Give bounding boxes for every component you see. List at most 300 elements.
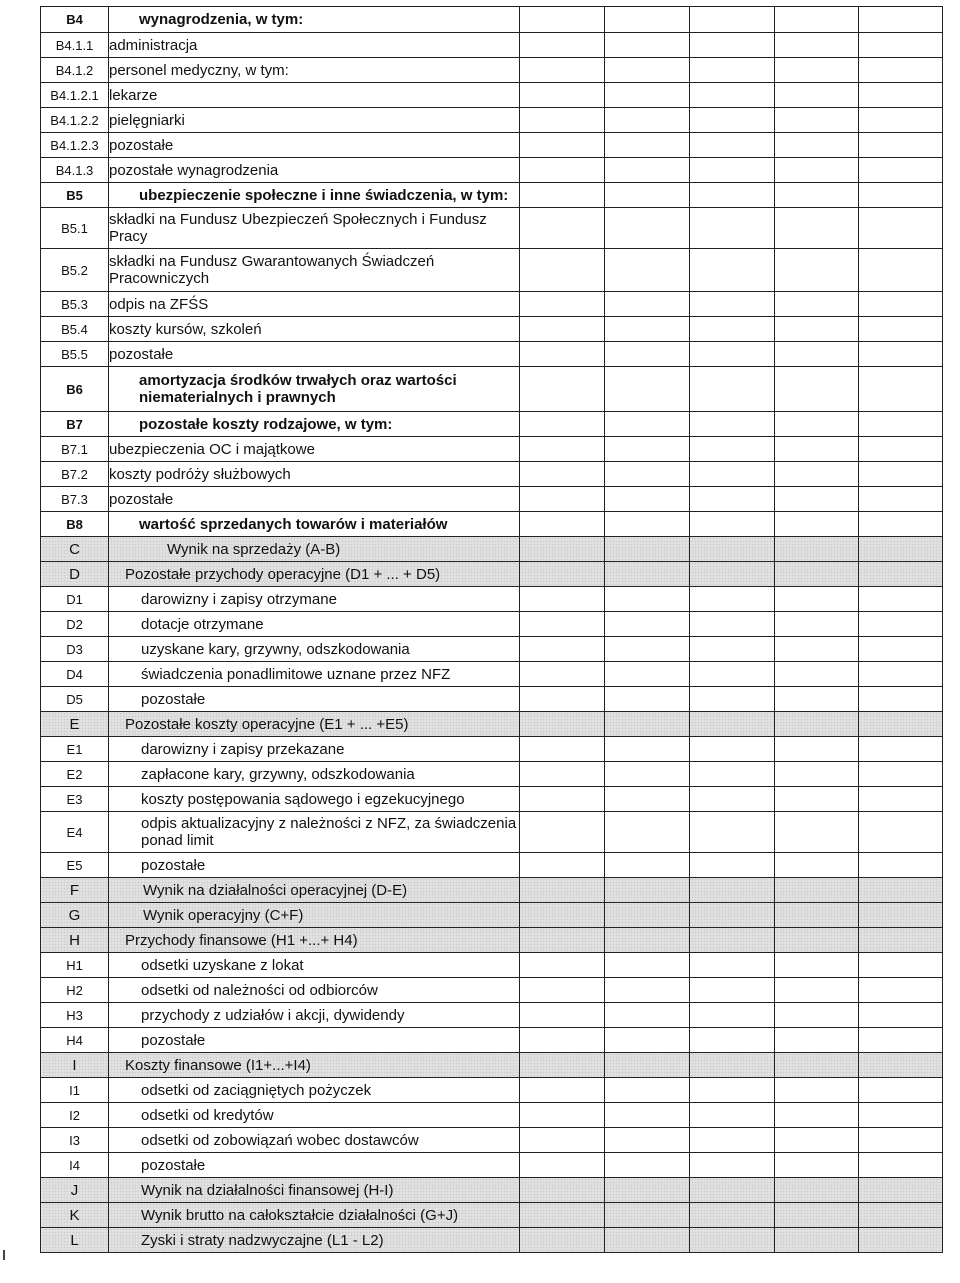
row-code: I4 (41, 1153, 109, 1178)
value-cell[interactable] (859, 662, 943, 687)
value-cell[interactable] (520, 953, 605, 978)
value-cell[interactable] (690, 133, 775, 158)
value-cell[interactable] (690, 1003, 775, 1028)
value-cell[interactable] (520, 878, 605, 903)
value-cell[interactable] (775, 292, 859, 317)
value-cell[interactable] (859, 437, 943, 462)
value-cell[interactable] (775, 562, 859, 587)
row-code: E4 (41, 812, 109, 853)
value-cell[interactable] (520, 342, 605, 367)
value-cell[interactable] (859, 1028, 943, 1053)
row-code: F (41, 878, 109, 903)
value-cell[interactable] (775, 737, 859, 762)
value-cell[interactable] (690, 712, 775, 737)
value-cell[interactable] (775, 612, 859, 637)
row-code: I2 (41, 1103, 109, 1128)
value-cell[interactable] (859, 58, 943, 83)
value-cell[interactable] (690, 537, 775, 562)
value-cell[interactable] (775, 133, 859, 158)
value-cell[interactable] (605, 1203, 690, 1228)
value-cell[interactable] (520, 462, 605, 487)
value-cell[interactable] (690, 637, 775, 662)
value-cell[interactable] (859, 1203, 943, 1228)
row-code: E3 (41, 787, 109, 812)
value-cell[interactable] (775, 1153, 859, 1178)
value-cell[interactable] (775, 587, 859, 612)
value-cell[interactable] (859, 928, 943, 953)
value-cell[interactable] (775, 978, 859, 1003)
row-label: składki na Fundusz Ubezpieczeń Społecznych i Fundusz Pracy (109, 208, 520, 249)
value-cell[interactable] (690, 292, 775, 317)
value-cell[interactable] (859, 762, 943, 787)
value-cell[interactable] (859, 903, 943, 928)
value-cell[interactable] (605, 58, 690, 83)
row-label: świadczenia ponadlimitowe uznane przez NFZ (109, 662, 520, 687)
value-cell[interactable] (775, 812, 859, 853)
value-cell[interactable] (520, 712, 605, 737)
value-cell[interactable] (605, 1178, 690, 1203)
value-cell[interactable] (520, 662, 605, 687)
value-cell[interactable] (520, 1228, 605, 1253)
value-cell[interactable] (690, 737, 775, 762)
value-cell[interactable] (520, 787, 605, 812)
value-cell[interactable] (690, 612, 775, 637)
value-cell[interactable] (775, 1103, 859, 1128)
value-cell[interactable] (859, 208, 943, 249)
value-cell[interactable] (690, 928, 775, 953)
value-cell[interactable] (690, 562, 775, 587)
value-cell[interactable] (690, 662, 775, 687)
value-cell[interactable] (605, 878, 690, 903)
value-cell[interactable] (605, 158, 690, 183)
row-label: Wynik na sprzedaży (A-B) (109, 537, 520, 562)
row-label: ubezpieczenie społeczne i inne świadczenia, w tym: (109, 183, 520, 208)
row-label: amortyzacja środków trwałych oraz wartości niematerialnych i prawnych (109, 367, 520, 412)
value-cell[interactable] (775, 853, 859, 878)
value-cell[interactable] (859, 1078, 943, 1103)
value-cell[interactable] (859, 317, 943, 342)
value-cell[interactable] (605, 1078, 690, 1103)
table-row (41, 1228, 943, 1253)
value-cell[interactable] (520, 512, 605, 537)
row-code: B4.1.2.3 (41, 133, 109, 158)
value-cell[interactable] (605, 712, 690, 737)
value-cell[interactable] (859, 1153, 943, 1178)
value-cell[interactable] (520, 812, 605, 853)
table-row (41, 437, 943, 462)
row-label: pielęgniarki (109, 108, 520, 133)
value-cell[interactable] (775, 637, 859, 662)
value-cell[interactable] (775, 953, 859, 978)
value-cell[interactable] (690, 1178, 775, 1203)
row-label: Wynik operacyjny (C+F) (109, 903, 520, 928)
value-cell[interactable] (520, 249, 605, 292)
value-cell[interactable] (859, 249, 943, 292)
value-cell[interactable] (859, 978, 943, 1003)
value-cell[interactable] (690, 487, 775, 512)
value-cell[interactable] (605, 108, 690, 133)
row-code: B5.3 (41, 292, 109, 317)
value-cell[interactable] (690, 1028, 775, 1053)
value-cell[interactable] (690, 462, 775, 487)
value-cell[interactable] (859, 812, 943, 853)
table-row (41, 928, 943, 953)
value-cell[interactable] (859, 1178, 943, 1203)
value-cell[interactable] (775, 762, 859, 787)
value-cell[interactable] (520, 412, 605, 437)
value-cell[interactable] (605, 183, 690, 208)
row-label: odsetki od kredytów (109, 1103, 520, 1128)
value-cell[interactable] (859, 878, 943, 903)
value-cell[interactable] (775, 249, 859, 292)
value-cell[interactable] (690, 812, 775, 853)
row-code: B4.1.1 (41, 33, 109, 58)
value-cell[interactable] (520, 33, 605, 58)
value-cell[interactable] (605, 1153, 690, 1178)
value-cell[interactable] (605, 953, 690, 978)
value-cell[interactable] (690, 787, 775, 812)
value-cell[interactable] (775, 83, 859, 108)
row-label: Pozostałe koszty operacyjne (E1 + ... +E5) (109, 712, 520, 737)
value-cell[interactable] (775, 903, 859, 928)
value-cell[interactable] (775, 878, 859, 903)
value-cell[interactable] (520, 158, 605, 183)
value-cell[interactable] (775, 662, 859, 687)
value-cell[interactable] (859, 7, 943, 33)
value-cell[interactable] (520, 292, 605, 317)
value-cell[interactable] (775, 108, 859, 133)
value-cell[interactable] (520, 1128, 605, 1153)
value-cell[interactable] (859, 1103, 943, 1128)
value-cell[interactable] (775, 437, 859, 462)
value-cell[interactable] (605, 317, 690, 342)
value-cell[interactable] (859, 1228, 943, 1253)
value-cell[interactable] (775, 1228, 859, 1253)
value-cell[interactable] (859, 292, 943, 317)
value-cell[interactable] (690, 1203, 775, 1228)
value-cell[interactable] (690, 853, 775, 878)
value-cell[interactable] (859, 1053, 943, 1078)
value-cell[interactable] (520, 1203, 605, 1228)
value-cell[interactable] (859, 587, 943, 612)
table-row (41, 1103, 943, 1128)
value-cell[interactable] (520, 762, 605, 787)
value-cell[interactable] (520, 437, 605, 462)
value-cell[interactable] (775, 1203, 859, 1228)
row-label: Koszty finansowe (I1+...+I4) (109, 1053, 520, 1078)
row-code: H4 (41, 1028, 109, 1053)
row-code: D1 (41, 587, 109, 612)
row-label: odsetki od zobowiązań wobec dostawców (109, 1128, 520, 1153)
value-cell[interactable] (520, 978, 605, 1003)
row-code: J (41, 1178, 109, 1203)
value-cell[interactable] (775, 512, 859, 537)
row-code: L (41, 1228, 109, 1253)
value-cell[interactable] (859, 1003, 943, 1028)
row-label: darowizny i zapisy otrzymane (109, 587, 520, 612)
table-row (41, 158, 943, 183)
value-cell[interactable] (775, 712, 859, 737)
row-label: odsetki od należności od odbiorców (109, 978, 520, 1003)
value-cell[interactable] (520, 208, 605, 249)
value-cell[interactable] (690, 587, 775, 612)
value-cell[interactable] (520, 612, 605, 637)
value-cell[interactable] (859, 953, 943, 978)
value-cell[interactable] (605, 662, 690, 687)
value-cell[interactable] (520, 7, 605, 33)
value-cell[interactable] (520, 928, 605, 953)
value-cell[interactable] (605, 1228, 690, 1253)
value-cell[interactable] (859, 637, 943, 662)
value-cell[interactable] (775, 537, 859, 562)
value-cell[interactable] (690, 367, 775, 412)
value-cell[interactable] (605, 342, 690, 367)
value-cell[interactable] (775, 787, 859, 812)
value-cell[interactable] (520, 367, 605, 412)
value-cell[interactable] (520, 853, 605, 878)
value-cell[interactable] (690, 953, 775, 978)
value-cell[interactable] (605, 687, 690, 712)
row-code: C (41, 537, 109, 562)
row-label: ubezpieczenia OC i majątkowe (109, 437, 520, 462)
value-cell[interactable] (520, 1003, 605, 1028)
value-cell[interactable] (690, 978, 775, 1003)
row-code: D4 (41, 662, 109, 687)
value-cell[interactable] (775, 183, 859, 208)
value-cell[interactable] (605, 787, 690, 812)
row-label: wartość sprzedanych towarów i materiałów (109, 512, 520, 537)
value-cell[interactable] (605, 33, 690, 58)
row-label: koszty postępowania sądowego i egzekucyjnego (109, 787, 520, 812)
value-cell[interactable] (605, 537, 690, 562)
value-cell[interactable] (605, 512, 690, 537)
value-cell[interactable] (520, 58, 605, 83)
row-code: D3 (41, 637, 109, 662)
value-cell[interactable] (690, 1128, 775, 1153)
row-label: wynagrodzenia, w tym: (109, 7, 520, 33)
value-cell[interactable] (520, 562, 605, 587)
value-cell[interactable] (690, 183, 775, 208)
value-cell[interactable] (775, 158, 859, 183)
value-cell[interactable] (775, 1028, 859, 1053)
value-cell[interactable] (859, 412, 943, 437)
row-label: Wynik brutto na całokształcie działalności (G+J) (109, 1203, 520, 1228)
value-cell[interactable] (690, 208, 775, 249)
value-cell[interactable] (605, 1103, 690, 1128)
value-cell[interactable] (690, 762, 775, 787)
value-cell[interactable] (520, 317, 605, 342)
value-cell[interactable] (520, 537, 605, 562)
value-cell[interactable] (859, 462, 943, 487)
value-cell[interactable] (520, 108, 605, 133)
value-cell[interactable] (775, 1053, 859, 1078)
value-cell[interactable] (859, 83, 943, 108)
value-cell[interactable] (520, 1028, 605, 1053)
value-cell[interactable] (690, 1078, 775, 1103)
value-cell[interactable] (859, 737, 943, 762)
value-cell[interactable] (859, 183, 943, 208)
value-cell[interactable] (690, 7, 775, 33)
row-code: K (41, 1203, 109, 1228)
value-cell[interactable] (605, 462, 690, 487)
table-row (41, 853, 943, 878)
value-cell[interactable] (859, 853, 943, 878)
value-cell[interactable] (605, 928, 690, 953)
value-cell[interactable] (690, 1228, 775, 1253)
row-label: przychody z udziałów i akcji, dywidendy (109, 1003, 520, 1028)
value-cell[interactable] (605, 853, 690, 878)
table-row (41, 637, 943, 662)
row-code: B6 (41, 367, 109, 412)
value-cell[interactable] (520, 737, 605, 762)
value-cell[interactable] (859, 108, 943, 133)
table-row (41, 108, 943, 133)
value-cell[interactable] (859, 1128, 943, 1153)
value-cell[interactable] (605, 292, 690, 317)
value-cell[interactable] (520, 1053, 605, 1078)
value-cell[interactable] (859, 712, 943, 737)
value-cell[interactable] (605, 1128, 690, 1153)
value-cell[interactable] (775, 1178, 859, 1203)
value-cell[interactable] (775, 1003, 859, 1028)
value-cell[interactable] (690, 687, 775, 712)
value-cell[interactable] (605, 83, 690, 108)
value-cell[interactable] (775, 687, 859, 712)
value-cell[interactable] (859, 562, 943, 587)
value-cell[interactable] (605, 612, 690, 637)
value-cell[interactable] (605, 367, 690, 412)
value-cell[interactable] (775, 1078, 859, 1103)
value-cell[interactable] (520, 1103, 605, 1128)
table-row (41, 1053, 943, 1078)
value-cell[interactable] (859, 133, 943, 158)
value-cell[interactable] (605, 437, 690, 462)
row-code: B5.5 (41, 342, 109, 367)
table-row (41, 1128, 943, 1153)
value-cell[interactable] (605, 737, 690, 762)
row-code: H3 (41, 1003, 109, 1028)
value-cell[interactable] (690, 903, 775, 928)
value-cell[interactable] (859, 158, 943, 183)
row-code: B7 (41, 412, 109, 437)
value-cell[interactable] (775, 317, 859, 342)
value-cell[interactable] (520, 487, 605, 512)
value-cell[interactable] (859, 487, 943, 512)
value-cell[interactable] (690, 437, 775, 462)
value-cell[interactable] (690, 33, 775, 58)
value-cell[interactable] (690, 317, 775, 342)
value-cell[interactable] (520, 1178, 605, 1203)
value-cell[interactable] (775, 7, 859, 33)
value-cell[interactable] (859, 687, 943, 712)
row-code: B7.1 (41, 437, 109, 462)
value-cell[interactable] (690, 1053, 775, 1078)
row-label: pozostałe (109, 342, 520, 367)
value-cell[interactable] (520, 183, 605, 208)
value-cell[interactable] (775, 58, 859, 83)
row-label: Przychody finansowe (H1 +...+ H4) (109, 928, 520, 953)
value-cell[interactable] (775, 487, 859, 512)
value-cell[interactable] (859, 512, 943, 537)
value-cell[interactable] (520, 1078, 605, 1103)
value-cell[interactable] (690, 58, 775, 83)
table-row (41, 7, 943, 33)
value-cell[interactable] (859, 367, 943, 412)
table-row (41, 1178, 943, 1203)
value-cell[interactable] (859, 33, 943, 58)
table-row (41, 1153, 943, 1178)
value-cell[interactable] (605, 978, 690, 1003)
value-cell[interactable] (605, 133, 690, 158)
row-code: B4 (41, 7, 109, 33)
value-cell[interactable] (690, 512, 775, 537)
row-label: pozostałe (109, 1153, 520, 1178)
row-label: Wynik na działalności operacyjnej (D-E) (109, 878, 520, 903)
value-cell[interactable] (690, 249, 775, 292)
value-cell[interactable] (605, 1003, 690, 1028)
value-cell[interactable] (690, 878, 775, 903)
value-cell[interactable] (775, 208, 859, 249)
row-code: D2 (41, 612, 109, 637)
value-cell[interactable] (605, 562, 690, 587)
value-cell[interactable] (605, 7, 690, 33)
value-cell[interactable] (775, 367, 859, 412)
value-cell[interactable] (605, 249, 690, 292)
value-cell[interactable] (520, 587, 605, 612)
value-cell[interactable] (859, 342, 943, 367)
value-cell[interactable] (520, 687, 605, 712)
value-cell[interactable] (520, 83, 605, 108)
value-cell[interactable] (690, 342, 775, 367)
value-cell[interactable] (859, 537, 943, 562)
value-cell[interactable] (605, 762, 690, 787)
table-row (41, 292, 943, 317)
value-cell[interactable] (775, 412, 859, 437)
row-label: administracja (109, 33, 520, 58)
value-cell[interactable] (605, 587, 690, 612)
value-cell[interactable] (690, 1103, 775, 1128)
table-row (41, 342, 943, 367)
value-cell[interactable] (690, 412, 775, 437)
value-cell[interactable] (605, 812, 690, 853)
value-cell[interactable] (520, 1153, 605, 1178)
value-cell[interactable] (520, 133, 605, 158)
value-cell[interactable] (605, 208, 690, 249)
value-cell[interactable] (605, 487, 690, 512)
value-cell[interactable] (605, 1053, 690, 1078)
value-cell[interactable] (775, 1128, 859, 1153)
value-cell[interactable] (775, 33, 859, 58)
value-cell[interactable] (605, 412, 690, 437)
value-cell[interactable] (859, 612, 943, 637)
value-cell[interactable] (690, 158, 775, 183)
value-cell[interactable] (690, 108, 775, 133)
value-cell[interactable] (520, 903, 605, 928)
row-code: B4.1.2.2 (41, 108, 109, 133)
row-label: pozostałe (109, 853, 520, 878)
value-cell[interactable] (690, 1153, 775, 1178)
value-cell[interactable] (775, 928, 859, 953)
profit-loss-table (40, 6, 943, 1253)
value-cell[interactable] (859, 787, 943, 812)
value-cell[interactable] (690, 83, 775, 108)
value-cell[interactable] (775, 342, 859, 367)
value-cell[interactable] (605, 637, 690, 662)
value-cell[interactable] (605, 1028, 690, 1053)
value-cell[interactable] (520, 637, 605, 662)
value-cell[interactable] (605, 903, 690, 928)
value-cell[interactable] (775, 462, 859, 487)
